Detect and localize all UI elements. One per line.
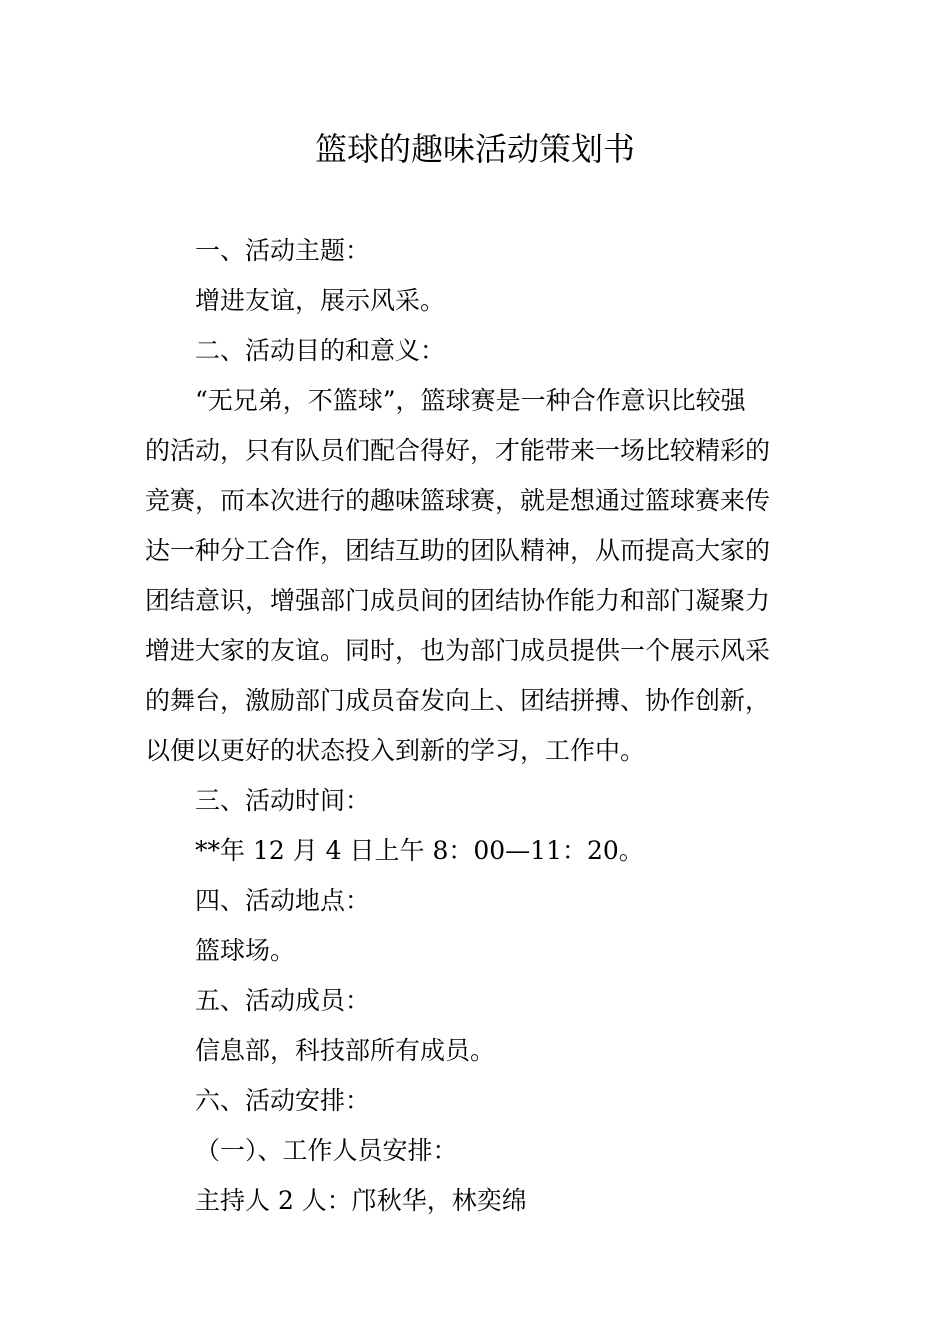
section-purpose-heading: 二、活动目的和意义：: [195, 336, 446, 365]
section-purpose-paragraph: [145, 376, 810, 776]
section-theme-text: 增进友谊，展示风采。: [195, 286, 446, 315]
purpose-line: 团结意识，增强部门成员间的团结协作能力和部门凝聚力: [145, 586, 771, 615]
section-staff-heading: （一）、工作人员安排：: [195, 1136, 458, 1165]
purpose-line: 竞赛，而本次进行的趣味篮球赛，就是想通过篮球赛来传: [145, 486, 771, 515]
purpose-line: 的活动，只有队员们配合得好，才能带来一场比较精彩的: [145, 436, 771, 465]
purpose-line: 的舞台，激励部门成员奋发向上、团结拼搏、协作创新，: [145, 686, 771, 715]
purpose-line: 达一种分工合作，团结互助的团队精神，从而提高大家的: [145, 536, 771, 565]
document-body: [145, 226, 810, 1226]
section-theme-heading: 一、活动主题：: [195, 236, 371, 265]
document-title: 篮球的趣味活动策划书: [314, 130, 635, 168]
section-time-heading: 三、活动时间：: [195, 786, 371, 815]
section-time-text: **年 12 月 4 日上午 8：00—11：20。: [195, 836, 644, 865]
section-arrangement-heading: 六、活动安排：: [195, 1086, 371, 1115]
purpose-line: “无兄弟，不篮球”，篮球赛是一种合作意识比较强: [195, 386, 746, 415]
section-members-heading: 五、活动成员：: [195, 986, 371, 1015]
section-place-heading: 四、活动地点：: [195, 886, 371, 915]
section-place-text: 篮球场。: [195, 936, 296, 965]
section-host-text: 主持人 2 人：邝秋华，林奕绵: [195, 1186, 527, 1215]
section-members-text: 信息部，科技部所有成员。: [195, 1036, 496, 1065]
purpose-line: 增进大家的友谊。同时，也为部门成员提供一个展示风采: [145, 636, 771, 665]
purpose-line: 以便以更好的状态投入到新的学习，工作中。: [145, 736, 646, 765]
